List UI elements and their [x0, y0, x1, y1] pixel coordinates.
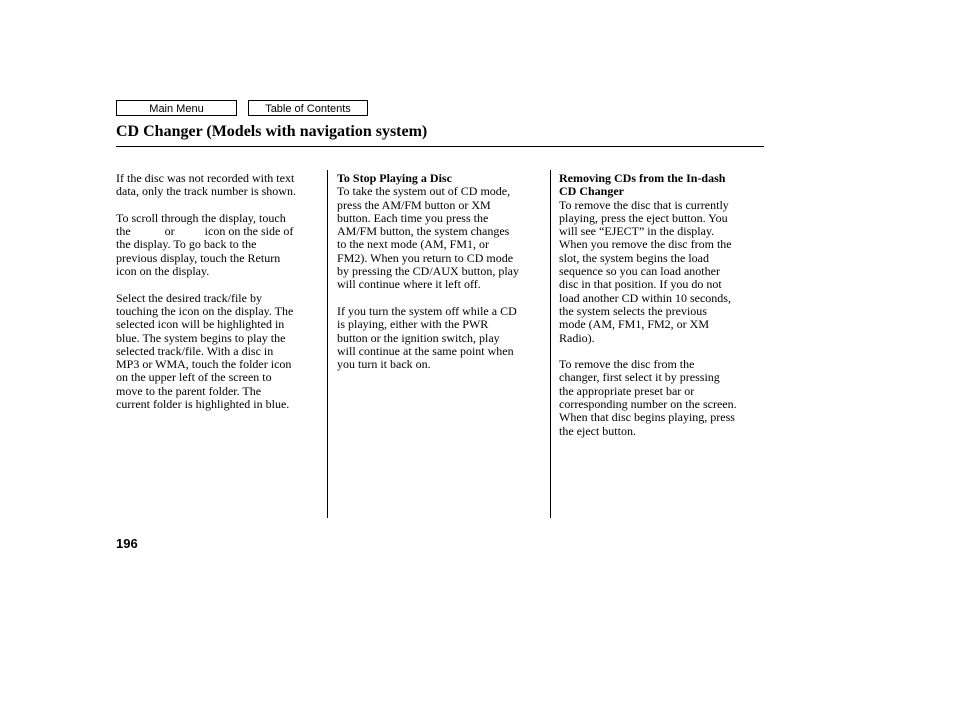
paragraph [116, 172, 324, 199]
section-heading: CD Changer [559, 184, 624, 199]
text-line: If the disc was not recorded with text [116, 171, 295, 185]
text-line: button. Each time you press the [337, 210, 489, 225]
text-line: FM2). When you return to CD mode [337, 250, 514, 265]
text-fragment: the [116, 224, 131, 239]
text-fragment: icon on the side of [204, 224, 294, 239]
column-right [559, 172, 769, 451]
paragraph [337, 172, 547, 292]
text-line: press the AM/FM button or XM [337, 197, 491, 212]
text-line: will continue where it left off. [337, 277, 481, 292]
text-line: will see “EJECT” in the display. [559, 224, 715, 239]
text-line: data, only the track number is shown. [116, 184, 296, 199]
text-line: touching the icon on the display. The [116, 303, 294, 318]
text-line: playing, press the eject button. You [559, 210, 728, 225]
text-line: If you turn the system off while a CD [337, 303, 517, 318]
text-line: move to the parent folder. The [116, 383, 262, 398]
text-line [116, 225, 324, 238]
main-menu-button[interactable]: Main Menu [116, 100, 237, 116]
paragraph [116, 292, 324, 412]
title-rule [116, 146, 764, 147]
table-of-contents-button[interactable]: Table of Contents [248, 100, 368, 116]
text-line: on the upper left of the screen to [116, 370, 272, 385]
text-line: icon on the display. [116, 264, 210, 279]
text-line: by pressing the CD/AUX button, play [337, 264, 519, 279]
text-line: selected track/file. With a disc in [116, 343, 274, 358]
text-line: When you remove the disc from the [559, 237, 732, 252]
section-heading: Removing CDs from the In-dash [559, 171, 726, 185]
text-line: To remove the disc from the [559, 357, 695, 372]
text-line: the appropriate preset bar or [559, 383, 695, 398]
text-line: to the next mode (AM, FM1, or [337, 237, 489, 252]
text-line: slot, the system begins the load [559, 250, 709, 265]
text-line: MP3 or WMA, touch the folder icon [116, 357, 292, 372]
page-number: 196 [116, 536, 138, 551]
text-line: When that disc begins playing, press [559, 410, 735, 425]
text-line: previous display, touch the Return [116, 250, 281, 265]
text-line: Select the desired track/file by [116, 290, 262, 305]
text-line: you turn it back on. [337, 357, 431, 372]
page-title: CD Changer (Models with navigation system) [116, 123, 428, 140]
text-line: blue. The system begins to play the [116, 330, 286, 345]
text-line: the eject button. [559, 423, 636, 438]
paragraph [337, 305, 547, 371]
text-line: AM/FM button, the system changes [337, 224, 510, 239]
column-left [116, 172, 324, 425]
text-line: is playing, either with the PWR [337, 317, 489, 332]
text-line: disc in that position. If you do not [559, 277, 722, 292]
column-divider [327, 170, 328, 518]
text-line: current folder is highlighted in blue. [116, 397, 290, 412]
column-divider [550, 170, 551, 518]
text-fragment: or [164, 224, 175, 239]
text-line: load another CD within 10 seconds, [559, 290, 731, 305]
text-line: Radio). [559, 330, 595, 345]
text-line: changer, first select it by pressing [559, 370, 720, 385]
text-line: button or the ignition switch, play [337, 330, 500, 345]
text-line: sequence so you can load another [559, 264, 720, 279]
text-line: the display. To go back to the [116, 237, 257, 252]
column-middle [337, 172, 547, 385]
text-line: To take the system out of CD mode, [337, 184, 511, 199]
text-line: selected icon will be highlighted in [116, 317, 285, 332]
text-line: corresponding number on the screen. [559, 397, 737, 412]
text-line: the system selects the previous [559, 303, 707, 318]
paragraph [559, 358, 769, 438]
text-line: will continue at the same point when [337, 343, 514, 358]
text-line: To remove the disc that is currently [559, 197, 729, 212]
paragraph [116, 212, 324, 278]
paragraph [559, 172, 769, 345]
text-line: To scroll through the display, touch [116, 210, 286, 225]
section-heading: To Stop Playing a Disc [337, 171, 452, 185]
text-line: mode (AM, FM1, FM2, or XM [559, 317, 710, 332]
